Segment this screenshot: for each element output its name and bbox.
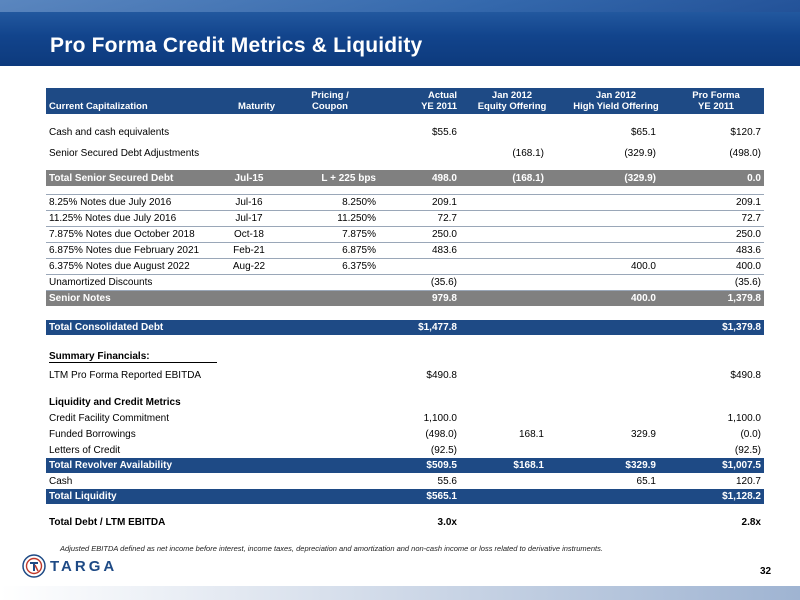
table-cell: Aug-22 [220,258,278,274]
header-cell: High Yield Offering [564,101,668,114]
header-cell: Pricing / [278,88,382,101]
table-cell [460,210,564,226]
table-cell [220,473,278,489]
table-cell: $1,128.2 [668,489,764,504]
table-cell: Jul-15 [220,170,278,186]
page-number: 32 [760,566,772,577]
footnote: Adjusted EBITDA defined as net income before interest, income taxes, depreciation and amortization and non-cash income or loss related to derivative instruments. [60,544,603,553]
table-cell: (35.6) [382,274,460,290]
table-cell: $55.6 [431,127,457,138]
table-cell: $565.1 [382,489,460,504]
table-cell: 72.7 [668,210,764,226]
header-row-bottom [46,101,764,114]
section-label-summary: Summary Financials: [49,351,217,363]
table-cell: (498.0) [729,148,761,159]
logo-text: TARGA [50,558,118,575]
table-cell [564,365,668,386]
table-cell: 250.0 [382,226,460,242]
table-cell [460,442,564,458]
table-cell [220,143,278,164]
table-cell: 2.8x [741,517,761,528]
table-cell [278,365,382,386]
header-cell: Pro Forma [668,88,764,101]
table-cell [220,512,278,533]
table-cell [220,489,278,504]
table-row [46,226,764,242]
table-row-total [46,489,764,504]
table-cell: 400.0 [564,258,668,274]
header-cell: YE 2011 [668,101,764,114]
row-label: Total Consolidated Debt [46,320,220,335]
table-cell [220,410,278,426]
table-cell: Oct-18 [220,226,278,242]
banner-stripe [0,0,800,12]
table-cell [564,226,668,242]
row-label: 8.25% Notes due July 2016 [46,194,220,210]
table-row [46,242,764,258]
table-cell: 11.250% [278,210,382,226]
table-cell [278,320,382,335]
table-cell: 55.6 [437,475,457,487]
row-label: 6.375% Notes due August 2022 [46,258,220,274]
row-label: Total Senior Secured Debt [46,170,220,186]
table-cell [460,410,564,426]
table-cell [278,512,382,533]
row-label: Cash and cash equivalents [49,127,170,138]
section-label-liquidity: Liquidity and Credit Metrics [49,396,181,408]
header-cell: Equity Offering [460,101,564,114]
header-cell [220,88,278,101]
table-row [46,210,764,226]
table-cell [278,426,382,442]
table-cell: 3.0x [437,517,457,528]
table-cell: (92.5) [430,444,457,456]
table-cell: 1,379.8 [668,290,764,306]
table-row [46,258,764,274]
table-row-leverage [46,512,764,533]
table-cell [460,365,564,386]
table-row-total [46,290,764,306]
capitalization-table [46,88,764,533]
table-cell: $65.1 [630,127,656,138]
table-cell: 6.375% [278,258,382,274]
table-cell [278,122,382,143]
row-label: Unamortized Discounts [46,274,220,290]
row-label: Total Liquidity [46,489,220,504]
table-cell [460,258,564,274]
table-row [46,410,764,426]
table-cell: 209.1 [668,194,764,210]
table-row [46,194,764,210]
table-cell: 209.1 [382,194,460,210]
header-cell: Jan 2012 [564,88,668,101]
table-cell [382,143,460,164]
table-cell: (168.1) [460,170,564,186]
table-cell [460,512,564,533]
table-cell [460,274,564,290]
table-cell: 1,100.0 [423,412,457,424]
row-label: Total Revolver Availability [46,458,220,473]
row-label: 11.25% Notes due July 2016 [46,210,220,226]
table-cell: 400.0 [564,290,668,306]
table-cell [278,473,382,489]
table-row [46,274,764,290]
table-cell: (92.5) [734,444,761,456]
table-row-total [46,170,764,186]
table-cell: 65.1 [636,475,656,487]
table-row [46,426,764,442]
table-row [46,365,764,386]
table-cell [564,210,668,226]
table-row-total [46,458,764,473]
table-cell: (498.0) [425,428,457,440]
table-cell [460,242,564,258]
table-cell [564,410,668,426]
table-cell [220,290,278,306]
table-cell [220,426,278,442]
header-row-top [46,88,764,101]
row-label: Cash [49,475,73,487]
table-cell [220,442,278,458]
table-cell [564,489,668,504]
table-cell [278,489,382,504]
table-cell: 483.6 [668,242,764,258]
table-cell [278,410,382,426]
table-cell: (168.1) [512,148,544,159]
title-banner [0,0,800,66]
header-cell: Jan 2012 [460,88,564,101]
table-cell [220,458,278,473]
table-cell [220,365,278,386]
table-cell: 483.6 [382,242,460,258]
table-cell [460,122,564,143]
table-cell: 498.0 [382,170,460,186]
row-label: Total Debt / LTM EBITDA [49,517,166,528]
table-cell: (35.6) [668,274,764,290]
table-cell [564,320,668,335]
table-cell [278,290,382,306]
table-cell [564,274,668,290]
table-cell: 72.7 [382,210,460,226]
table-cell: 329.9 [630,428,656,440]
row-label: 7.875% Notes due October 2018 [46,226,220,242]
table-cell: $490.8 [730,370,761,381]
table-cell: $509.5 [382,458,460,473]
row-label: Senior Secured Debt Adjustments [49,148,200,159]
table-cell [460,473,564,489]
row-label: Letters of Credit [49,444,121,456]
table-cell [382,258,460,274]
table-cell [220,274,278,290]
table-cell [220,122,278,143]
table-cell [460,320,564,335]
page-title: Pro Forma Credit Metrics & Liquidity [50,34,423,57]
table-cell [220,320,278,335]
table-cell: $1,379.8 [668,320,764,335]
table-cell [278,274,382,290]
header-cell: Coupon [278,101,382,114]
table-cell: 250.0 [668,226,764,242]
table-cell [564,194,668,210]
table-row [46,143,764,164]
table-cell [460,194,564,210]
targa-logo [22,554,132,580]
header-cell [46,88,220,101]
row-label: Funded Borrowings [49,428,136,440]
table-cell: (0.0) [740,428,761,440]
table-row [46,122,764,143]
table-cell: 979.8 [382,290,460,306]
table-cell [278,442,382,458]
table-cell [460,489,564,504]
table-cell: 7.875% [278,226,382,242]
table-cell [460,226,564,242]
targa-logo-icon [22,554,46,578]
table-cell: 8.250% [278,194,382,210]
table-cell: Feb-21 [220,242,278,258]
table-cell: 6.875% [278,242,382,258]
table-cell [278,458,382,473]
table-row [46,442,764,458]
row-label: 6.875% Notes due February 2021 [46,242,220,258]
table-cell: $1,477.8 [382,320,460,335]
table-row [46,473,764,489]
row-label: LTM Pro Forma Reported EBITDA [49,370,202,381]
table-cell: 400.0 [668,258,764,274]
table-cell: $490.8 [426,370,457,381]
table-cell: L + 225 bps [278,170,382,186]
header-cell: Actual [382,88,460,101]
table-cell [564,512,668,533]
table-cell: 1,100.0 [727,412,761,424]
table-cell [564,242,668,258]
table-cell: $168.1 [460,458,564,473]
table-cell: $329.9 [564,458,668,473]
table-cell: 168.1 [518,428,544,440]
table-row-total [46,320,764,335]
header-cell: Maturity [220,101,278,114]
bottom-gradient-bar [0,586,800,600]
row-label: Senior Notes [46,290,220,306]
row-label: Credit Facility Commitment [49,412,170,424]
table-cell [564,442,668,458]
table-cell: $1,007.5 [668,458,764,473]
table-cell [278,143,382,164]
table-cell: (329.9) [564,170,668,186]
table-cell: Jul-17 [220,210,278,226]
header-cell: Current Capitalization [46,101,220,114]
table-cell [460,290,564,306]
table-cell: (329.9) [624,148,656,159]
table-cell: Jul-16 [220,194,278,210]
table-cell: 0.0 [668,170,764,186]
header-cell: YE 2011 [382,101,460,114]
table-cell: 120.7 [735,475,761,487]
table-cell: $120.7 [730,127,761,138]
